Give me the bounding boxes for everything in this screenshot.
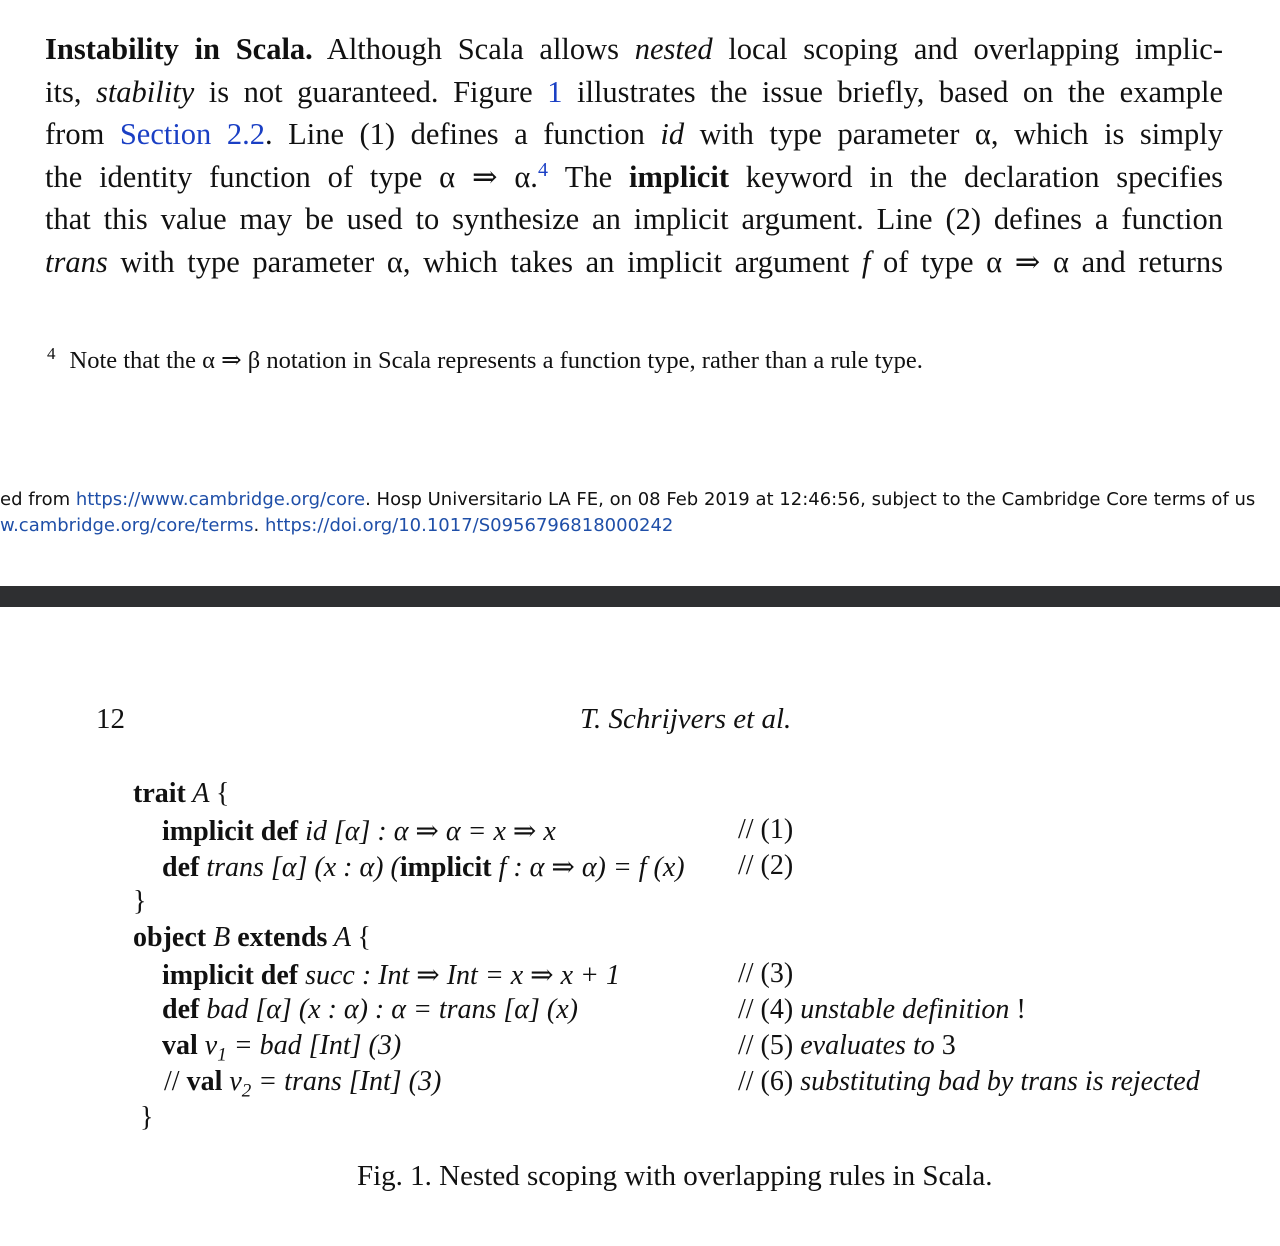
text-span: ed from — [0, 489, 76, 510]
code-line-5 — [162, 1030, 401, 1067]
comment-text: unstable definition — [800, 994, 1010, 1025]
footnote — [47, 345, 923, 375]
text-span: . — [253, 515, 265, 536]
paragraph-heading: Instability in Scala. — [45, 32, 313, 66]
code-text: v — [197, 1030, 218, 1061]
keyword: object — [133, 922, 207, 953]
text-span: The — [547, 159, 630, 194]
code-line-3 — [162, 958, 620, 992]
text-span: illustrates the issue briefly, based on the example — [562, 74, 1223, 109]
keyword: val — [186, 1066, 223, 1097]
keyword: def — [162, 852, 200, 883]
cambridge-core-link[interactable]: https://www.cambridge.org/core — [75, 489, 366, 510]
comment-prefix: // — [164, 1066, 187, 1097]
text-span: Although Scala allows — [312, 32, 635, 66]
text-span: the identity function of type α ⇒ α. — [45, 159, 538, 194]
footnote-text: Note that the α ⇒ β notation in Scala represents a function type, rather than a rule type. — [69, 347, 923, 374]
figure-link[interactable]: 1 — [547, 74, 563, 109]
text-span: is not guaranteed. Figure — [194, 74, 548, 109]
footnote-mark: 4 — [47, 343, 56, 363]
code-line-2 — [162, 850, 685, 884]
terms-link[interactable]: w.cambridge.org/core/terms — [0, 515, 254, 536]
code-line-6 — [164, 1066, 441, 1103]
keyword: val — [162, 1030, 198, 1061]
text-span: trans — [45, 244, 108, 279]
identifier: A — [185, 778, 216, 809]
paragraph-line-5: that this value may be used to synthesize an implicit argument. Line (2) defines a function — [45, 202, 1223, 237]
comment-text: 3 — [934, 1030, 956, 1061]
comment-text: // (4) — [738, 994, 801, 1025]
body-paragraph — [45, 28, 1223, 284]
paragraph-line-4 — [45, 156, 1223, 199]
code-text: = bad [Int] (3) — [226, 1030, 402, 1061]
code-text: v — [222, 1066, 242, 1097]
keyword: def — [162, 994, 200, 1025]
section-link[interactable]: Section 2.2 — [119, 117, 265, 152]
text-span: with type parameter α, which takes an implicit argument — [107, 244, 862, 279]
text-span: local scoping and overlapping implic- — [712, 32, 1223, 66]
text-span: id — [660, 117, 685, 152]
text-span: its, — [45, 74, 96, 109]
code-line-close-object: } — [140, 1102, 154, 1133]
code-comment-6 — [738, 1066, 1200, 1098]
keyword: implicit — [399, 852, 492, 883]
text-span: of type α ⇒ α and returns — [870, 244, 1223, 279]
comment-text: evaluates to — [800, 1030, 935, 1061]
subscript: 1 — [217, 1044, 227, 1066]
download-notice-line-1 — [0, 489, 1280, 510]
running-header-authors: T. Schrijvers et al. — [580, 703, 792, 735]
comment-text: // (5) — [738, 1030, 801, 1061]
code-comment-1: // (1) — [738, 814, 794, 845]
code-comment-5 — [738, 1030, 956, 1062]
code-text: = trans [Int] (3) — [251, 1066, 442, 1097]
text-span: stability — [95, 74, 195, 109]
text-span: nested — [634, 32, 713, 66]
figure-caption: Fig. 1. Nested scoping with overlapping rules in Scala. — [357, 1160, 993, 1192]
code-line-trait — [133, 778, 229, 810]
footnote-ref[interactable]: 4 — [537, 158, 548, 181]
page-number: 12 — [96, 703, 125, 735]
keyword: extends — [237, 922, 328, 953]
code-line-1 — [162, 814, 556, 848]
comment-text: ! — [1009, 994, 1026, 1025]
keyword: trait — [133, 778, 186, 809]
code-text: f : α ⇒ α) = f (x) — [491, 852, 685, 883]
paragraph-line-1 — [45, 28, 1223, 71]
paragraph-line-2 — [45, 71, 1223, 114]
text-span: from — [45, 117, 120, 152]
text-span: . Line (1) defines a function — [264, 117, 661, 152]
text-span: f — [861, 244, 871, 279]
text-span: implicit — [629, 159, 729, 194]
code-text: succ : Int ⇒ Int = x ⇒ x + 1 — [298, 960, 620, 991]
code-comment-4 — [738, 994, 1026, 1026]
code-text: bad [α] (x : α) : α = trans [α] (x) — [199, 994, 578, 1025]
keyword: implicit def — [162, 960, 299, 991]
comment-text: substituting bad by trans is rejected — [800, 1066, 1200, 1097]
code-comment-2: // (2) — [738, 850, 794, 881]
page-separator — [0, 586, 1280, 607]
identifier: B — [206, 922, 238, 953]
identifier: A — [327, 922, 358, 953]
text-span: . Hosp Universitario LA FE, on 08 Feb 2019 at 12:46:56, subject to the Cambridge Core terms of us — [365, 489, 1256, 510]
code-line-4 — [162, 994, 578, 1026]
text-span: keyword in the declaration specifies — [728, 159, 1224, 194]
code-text: trans [α] (x : α) ( — [199, 852, 400, 883]
paragraph-line-6 — [45, 241, 1223, 284]
keyword: implicit def — [162, 816, 299, 847]
doi-link[interactable]: https://doi.org/10.1017/S0956796818000242 — [264, 515, 674, 536]
brace: { — [357, 922, 371, 953]
code-line-object — [133, 922, 371, 954]
text-span: with type parameter α, which is simply — [684, 117, 1223, 152]
code-text: id [α] : α ⇒ α = x ⇒ x — [298, 816, 556, 847]
code-comment-3: // (3) — [738, 958, 794, 989]
download-notice-line-2 — [0, 515, 1280, 536]
subscript: 2 — [241, 1080, 252, 1102]
brace: { — [215, 778, 230, 809]
comment-text: // (6) — [738, 1066, 801, 1097]
paragraph-line-3 — [45, 113, 1223, 156]
code-line-close-trait: } — [133, 886, 147, 917]
